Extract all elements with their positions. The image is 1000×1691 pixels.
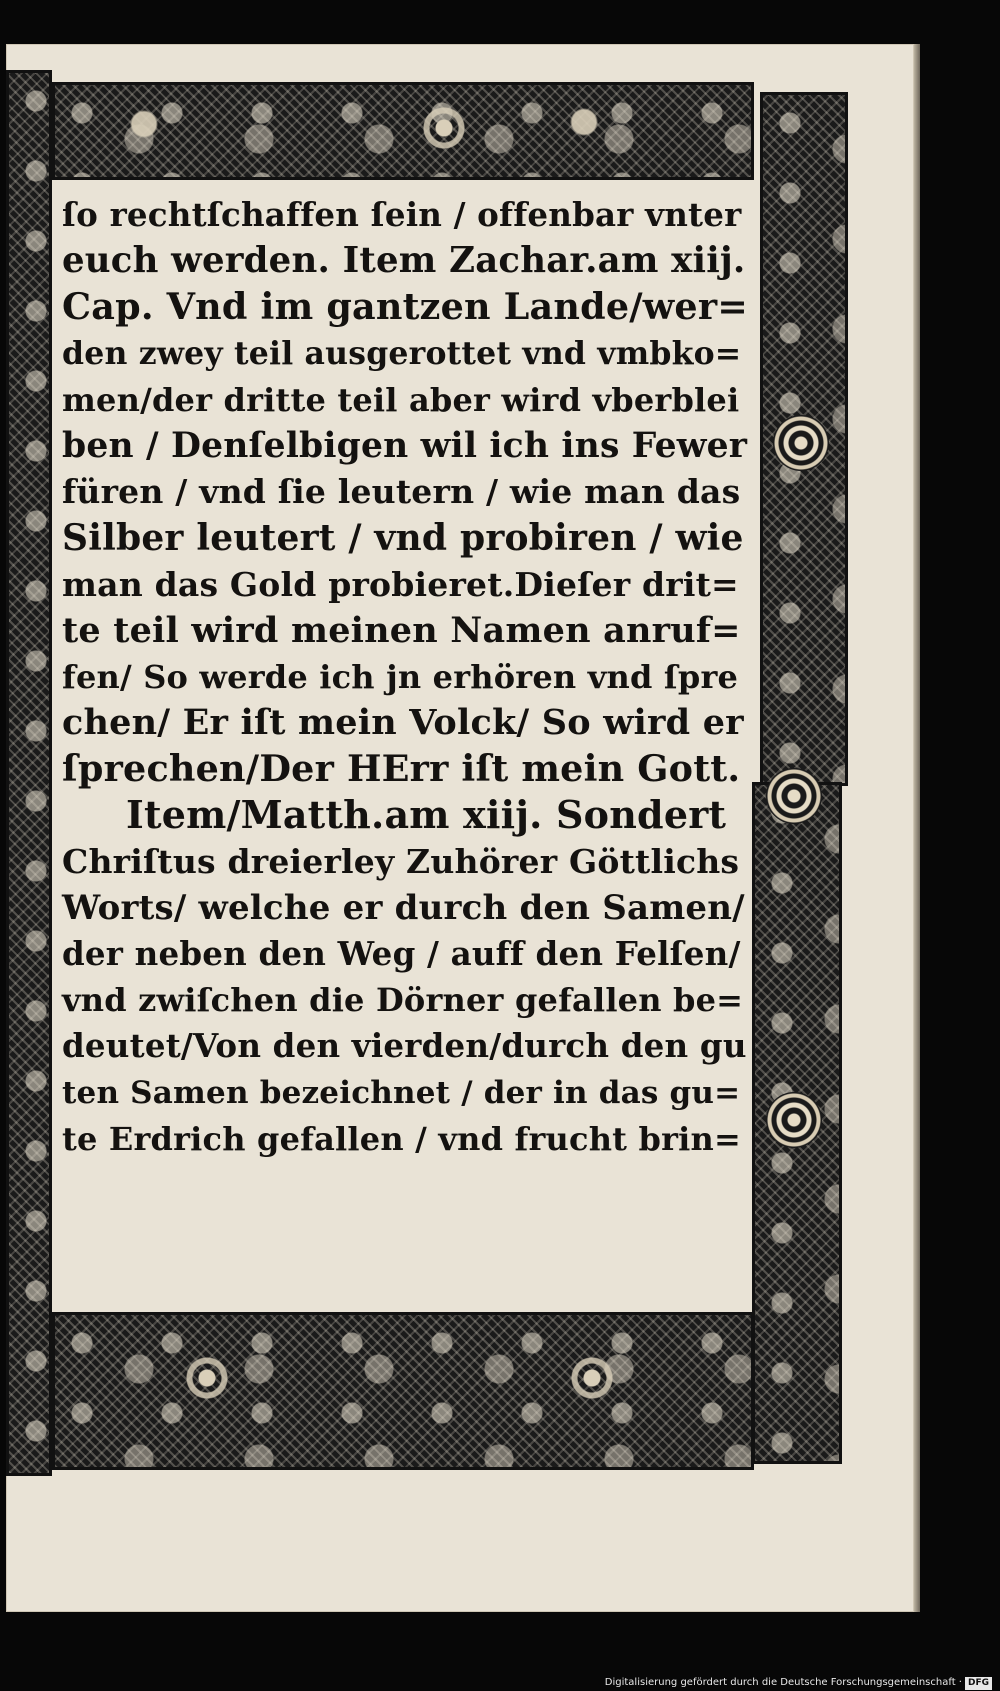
- rosette-icon: [773, 415, 829, 471]
- rosette-icon: [766, 1092, 822, 1148]
- text-line: Silber leutert / vnd probiren / wie: [62, 517, 744, 560]
- text-line: deutet/Von den vierden/durch den gu: [62, 1026, 747, 1066]
- text-line: te teil wird meinen Namen anruf=: [62, 609, 741, 651]
- text-line: euch werden. Item Zachar.am xiij.: [62, 240, 746, 282]
- text-line: vnd zwiſchen die Dörner gefallen be=: [62, 981, 744, 1020]
- text-line: ſo rechtſchaffen ſein / offenbar vnter: [62, 195, 742, 234]
- text-line: fen/ So werde ich jn erhören vnd ſpre: [62, 657, 739, 696]
- fruit-ornament-icon: [560, 1346, 624, 1410]
- text-line: Item/Matth.am xiij. Sondert: [126, 792, 727, 838]
- text-line: den zwey teil ausgerottet vnd vmbko=: [62, 334, 742, 372]
- body-text: [62, 192, 748, 1162]
- credit-text: Digitalisierung gefördert durch die Deutsche Forschungsgemeinschaft ·: [604, 1677, 962, 1688]
- fruit-ornament-icon: [175, 1346, 239, 1410]
- text-line: füren / vnd ſie leutern / wie man das: [62, 472, 741, 512]
- text-line: men/der dritte teil aber wird vberblei: [62, 380, 740, 419]
- text-line: ſprechen/Der HErr iſt mein Gott.: [62, 747, 741, 791]
- text-line: Cap. Vnd im gantzen Lande/wer=: [62, 285, 749, 329]
- page-edge: [914, 44, 920, 1612]
- digitization-credit: [605, 1676, 992, 1690]
- text-line: ben / Denſelbigen wil ich ins Fewer: [62, 425, 748, 466]
- text-line: Chriſtus dreierley Zuhörer Göttlichs: [62, 841, 740, 881]
- rosette-icon: [766, 768, 822, 824]
- text-line: man das Gold probieret.Dieſer drit=: [62, 564, 739, 604]
- text-line: ten Samen bezeichnet / der in das gu=: [62, 1074, 741, 1111]
- bottom-ornamental-band: [52, 1312, 754, 1470]
- left-ornamental-border: [6, 70, 52, 1476]
- text-line: te Erdrich gefallen / vnd frucht brin=: [62, 1119, 741, 1158]
- text-line: der neben den Weg / auff den Felſen/: [62, 934, 741, 973]
- flower-ornament-icon: [412, 96, 476, 160]
- text-line: chen/ Er iſt mein Volck/ So wird er: [62, 702, 744, 744]
- dfg-logo: DFG: [965, 1677, 992, 1690]
- text-line: Worts/ welche er durch den Samen/: [62, 887, 745, 928]
